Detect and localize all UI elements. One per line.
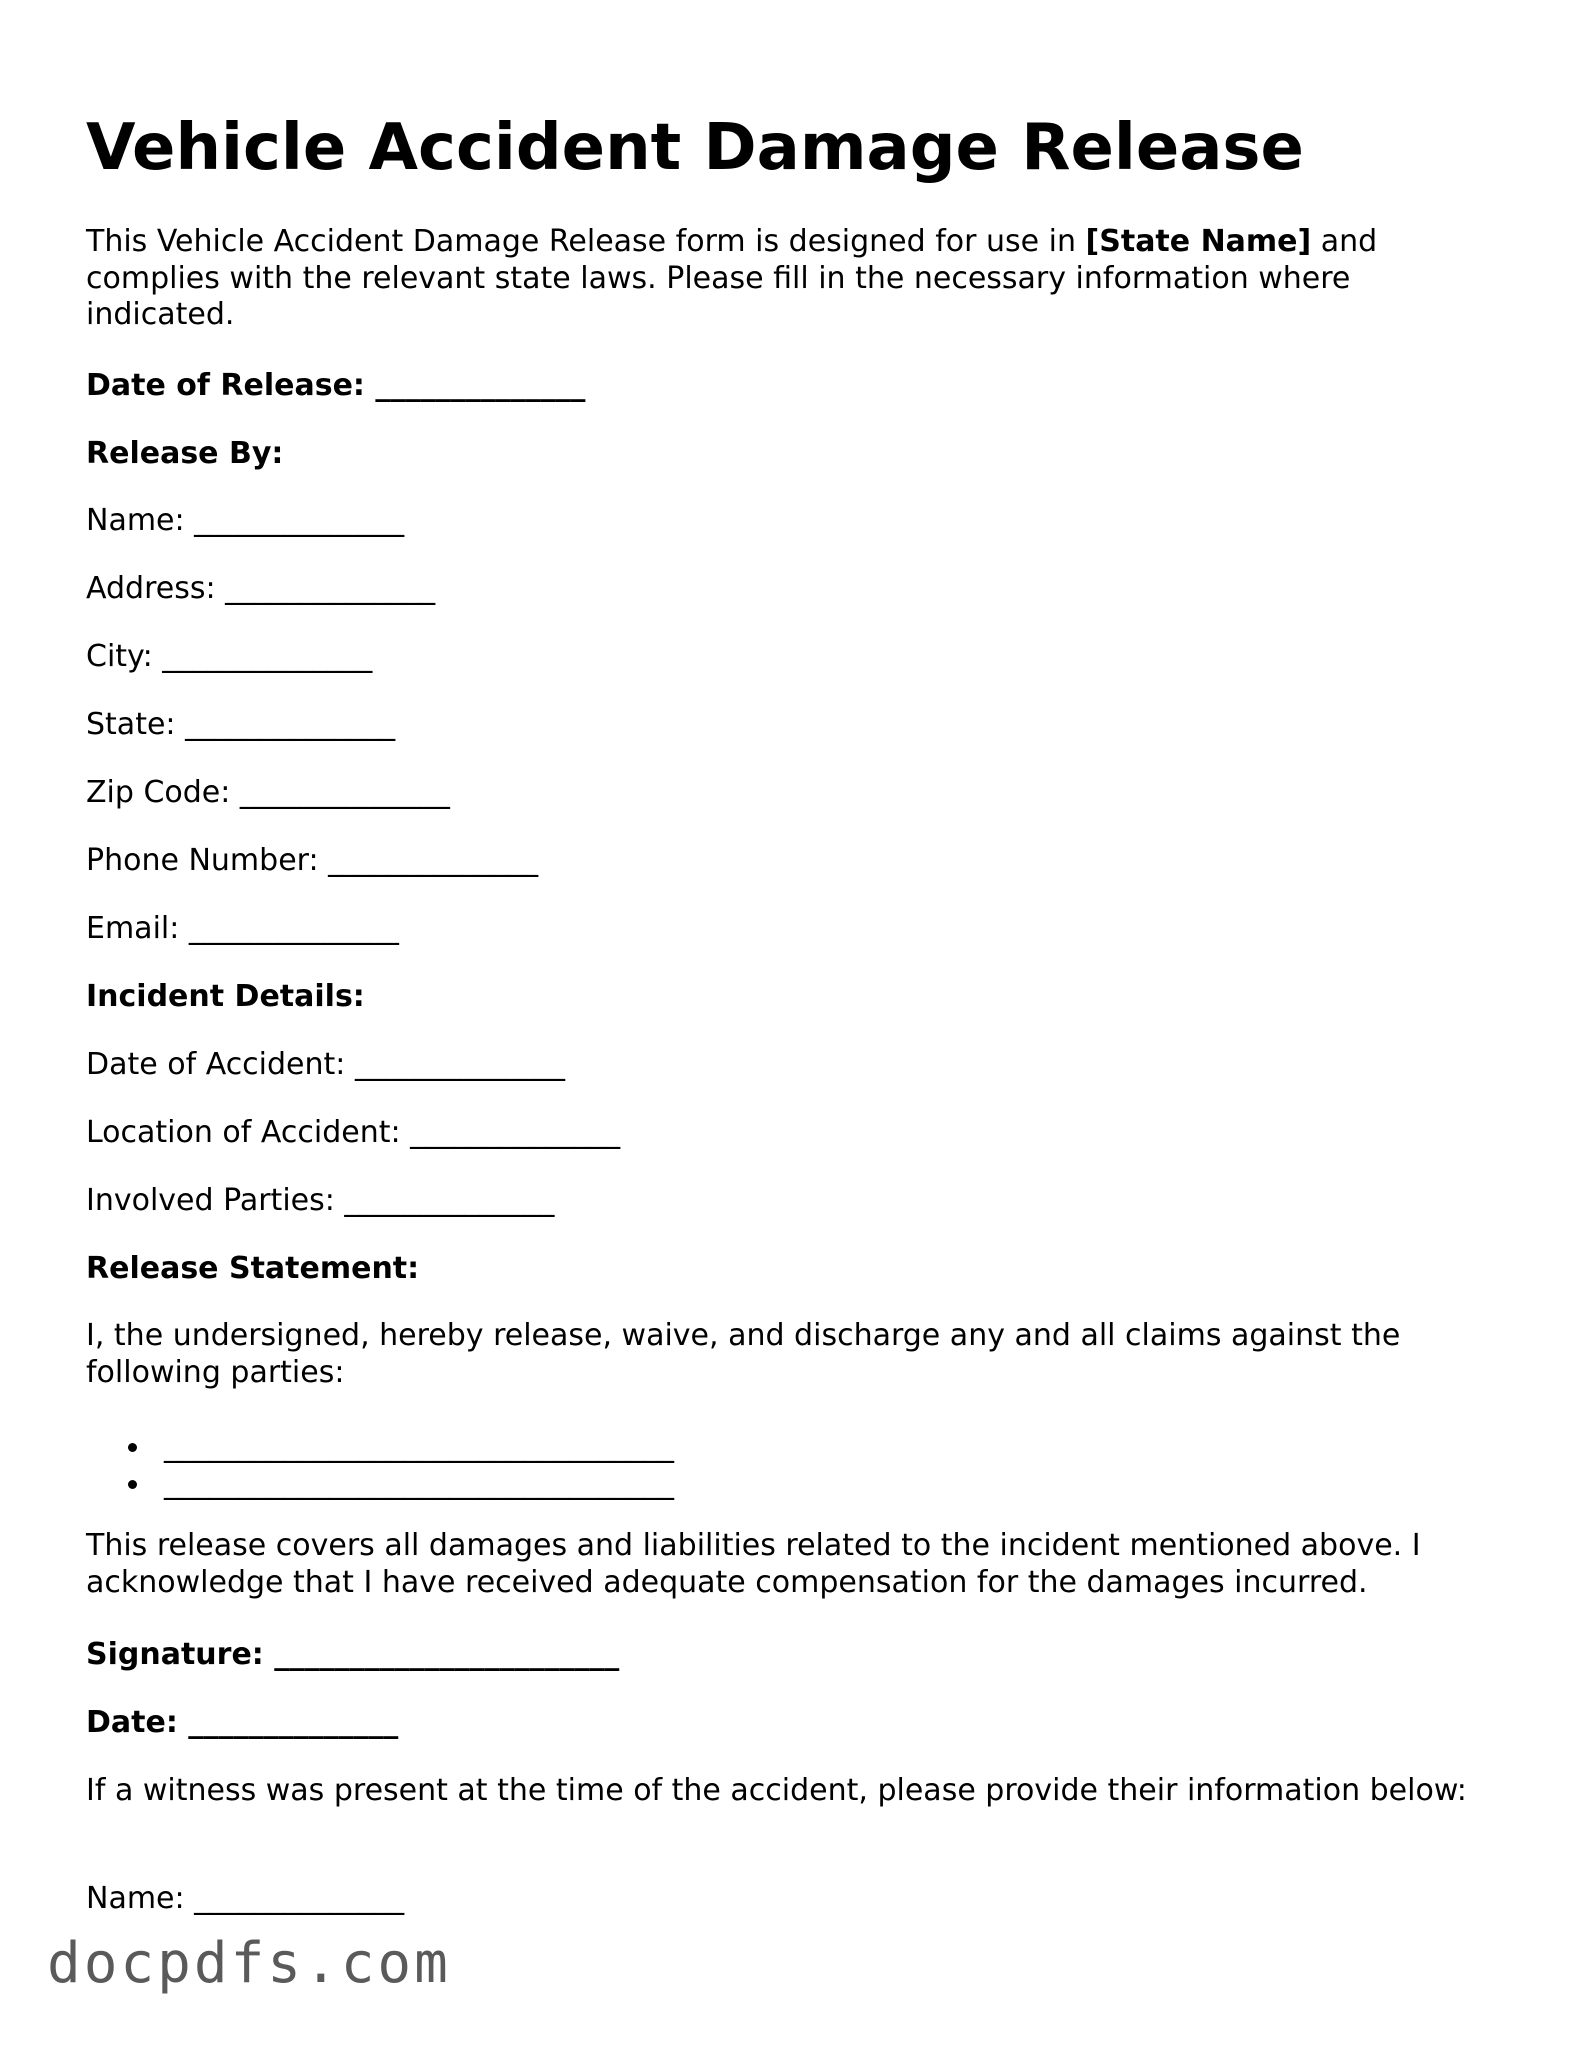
releaser-email-line (86, 911, 399, 948)
releaser-name-label: Name: (86, 503, 185, 538)
releaser-email-label: Email: (86, 911, 180, 946)
accident-location-blank[interactable]: ______________ (410, 1115, 621, 1150)
signature-line (86, 1637, 619, 1674)
date-of-release-blank[interactable]: ______________ (375, 368, 586, 403)
witness-name-label: Name: (86, 1881, 185, 1916)
signature-label: Signature: (86, 1637, 264, 1672)
release-statement-text: I, the undersigned, hereby release, waive, and discharge any and all claims against the following parties: (86, 1318, 1401, 1390)
releaser-city-blank[interactable]: ______________ (162, 639, 373, 674)
document-title: Vehicle Accident Damage Release (86, 111, 1304, 185)
released-party-blank[interactable]: __________________________________ (164, 1466, 674, 1501)
incident-details-heading: Incident Details: (86, 979, 365, 1014)
releaser-state-label: State: (86, 707, 176, 742)
bullet-icon (128, 1443, 137, 1452)
coverage-paragraph: This release covers all damages and liabilities related to the incident mentioned above. I acknowledge that I have received adequate compensation for the damages incurred. (86, 1528, 1421, 1600)
involved-parties-line (86, 1183, 554, 1220)
witness-name-blank[interactable]: ______________ (194, 1881, 405, 1916)
intro-text-after: and complies with the relevant state laws. Please fill in the necessary information where indicated. (86, 224, 1378, 332)
releaser-address-label: Address: (86, 571, 216, 606)
releaser-name-blank[interactable]: ______________ (194, 503, 405, 538)
state-name-placeholder: [State Name] (1085, 224, 1312, 259)
intro-text-before: This Vehicle Accident Damage Release form is designed for use in (86, 224, 1086, 259)
involved-parties-blank[interactable]: ______________ (344, 1183, 555, 1218)
releaser-address-blank[interactable]: ______________ (225, 571, 436, 606)
release-statement-heading: Release Statement: (86, 1251, 420, 1286)
date-line (86, 1705, 398, 1742)
accident-date-line (86, 1047, 565, 1084)
releaser-phone-blank[interactable]: ______________ (328, 843, 539, 878)
signature-blank[interactable]: _______________________ (274, 1637, 620, 1672)
released-party-blank[interactable]: __________________________________ (164, 1429, 674, 1464)
watermark: docpdfs.com (47, 1931, 451, 1996)
release-by-heading: Release By: (86, 436, 284, 471)
releaser-name-line (86, 503, 404, 540)
releaser-phone-label: Phone Number: (86, 843, 319, 878)
date-of-release-line (86, 368, 585, 405)
witness-name-line (86, 1881, 404, 1918)
releaser-zip-label: Zip Code: (86, 775, 231, 810)
date-of-release-label: Date of Release: (86, 368, 365, 403)
accident-location-line (86, 1115, 620, 1152)
releaser-phone-line (86, 843, 538, 880)
releaser-email-blank[interactable]: ______________ (188, 911, 399, 946)
witness-paragraph: If a witness was present at the time of the accident, please provide their information below: (86, 1773, 1467, 1808)
releaser-city-label: City: (86, 639, 153, 674)
date-label: Date: (86, 1705, 178, 1740)
date-blank[interactable]: ______________ (188, 1705, 399, 1740)
involved-parties-label: Involved Parties: (86, 1183, 335, 1218)
released-party-item (126, 1428, 674, 1465)
released-parties-list (126, 1428, 674, 1502)
accident-date-blank[interactable]: ______________ (354, 1047, 565, 1082)
accident-location-label: Location of Accident: (86, 1115, 401, 1150)
intro-paragraph (86, 224, 1486, 334)
releaser-address-line (86, 571, 435, 608)
releaser-state-line (86, 707, 395, 744)
releaser-state-blank[interactable]: ______________ (185, 707, 396, 742)
releaser-city-line (86, 639, 372, 676)
released-party-item (126, 1465, 674, 1502)
accident-date-label: Date of Accident: (86, 1047, 346, 1082)
releaser-zip-blank[interactable]: ______________ (239, 775, 450, 810)
releaser-zip-line (86, 775, 450, 812)
bullet-icon (128, 1480, 137, 1489)
